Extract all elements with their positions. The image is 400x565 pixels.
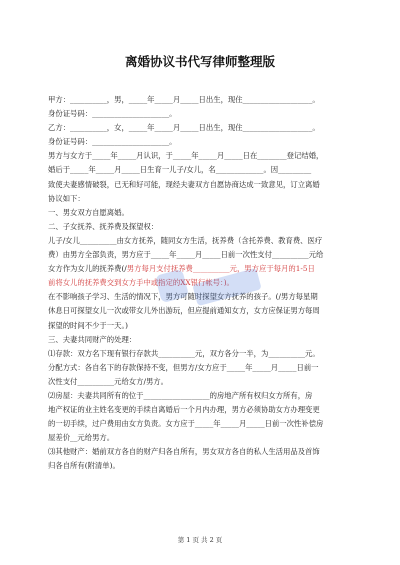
paragraph-line: 女方作为女儿的抚养费(/男方每月支付抚养费__________元，男方应于每月的1-5日	[48, 264, 315, 274]
paragraph-line: 次性支付__________元给女方/男方。	[48, 376, 168, 386]
section-heading: 三、夫妻共同财产的处理：	[48, 334, 137, 344]
document-body	[48, 93, 360, 474]
red-fragment: 男方每月支付抚养费__________元，男方应于每月的1-5日	[126, 264, 315, 274]
paragraph-line: 儿子/女儿__________由女方抚养，随同女方生活，抚养费（含托养费、教育费、医疗	[48, 235, 323, 245]
document-title: 离婚协议书代写律师整理版	[124, 54, 275, 69]
paragraph-line: 归各自所有(附清单)。	[48, 461, 120, 471]
paragraph-line: 致使夫妻感情破裂，已无和好可能，现经夫妻双方自愿协商达成一致意见，订立离婚	[48, 179, 320, 189]
paragraph-line: 男方与女方于_____年_____月认识，于_____年_____月_____日在________登记结婚，	[48, 151, 324, 161]
paragraph-line: 协议如下：	[48, 193, 85, 203]
section-heading: 二、子女抚养、抚养费及探望权：	[48, 221, 159, 231]
party-a-line: 甲方：__________，男，_____年_____月_____日出生，现住___________________。	[48, 95, 320, 104]
paragraph-line: 费）由男方全部负责，男方应于_____年_____月_____日前一次性支付__________元给	[48, 250, 324, 260]
paragraph-line: 在不影响孩子学习、生活的情况下，男方可随时探望女方抚养的孩子。(/男方每星期	[48, 292, 318, 302]
paragraph-line: 探望的时间不少于一天。)	[48, 320, 128, 330]
party-b-line: 乙方：__________，女，_____年_____月_____日出生，现住___________________。	[48, 123, 320, 133]
paragraph-line: 休息日可探望女儿一次或带女儿外出游玩，但应提前通知女方，女方应保证男方每周	[48, 306, 320, 316]
paragraph-line: 分配方式：各自名下的存款保持不变，但男方/女方应于_____年_____月_____日前一	[48, 362, 319, 372]
paragraph-line: 的一切手续，过户费用由女方负责。女方应于_____年_____月_____日前一次性补偿房	[48, 419, 324, 429]
paragraph-line: 婚后于_____年_____月_____日生育一儿子/女儿，名_____________。因_________	[48, 165, 312, 175]
paragraph-line: 前将女儿的抚养费交到女方手中或指定的XX银行帐号：)。	[48, 278, 234, 288]
paragraph-line: ⑵房屋：夫妻共同所有的位于__________________的房地产所有权归女方所有，房	[48, 390, 313, 400]
page-footer: 第 1 页 共 2 页	[177, 536, 223, 544]
paragraph-line: ⑴存款：双方名下现有银行存款共__________元，双方各分一半，为__________元。	[48, 348, 320, 358]
party-b-id-line: 身份证号码：_____________________。	[48, 137, 177, 147]
paragraph-line: ⑶其他财产：婚前双方各自的财产归各自所有，男女双方各自的私人生活用品及首饰	[48, 447, 320, 457]
paragraph-line: 地产权证的业主姓名变更的手续自离婚后一个月内办理，男方必须协助女方办理变更	[48, 405, 320, 415]
section-heading: 一、男女双方自愿离婚。	[48, 207, 129, 217]
paragraph-line: 屋差价__元给男方。	[48, 433, 115, 443]
party-a-id-line: 身份证号码：_____________________。	[48, 109, 177, 119]
